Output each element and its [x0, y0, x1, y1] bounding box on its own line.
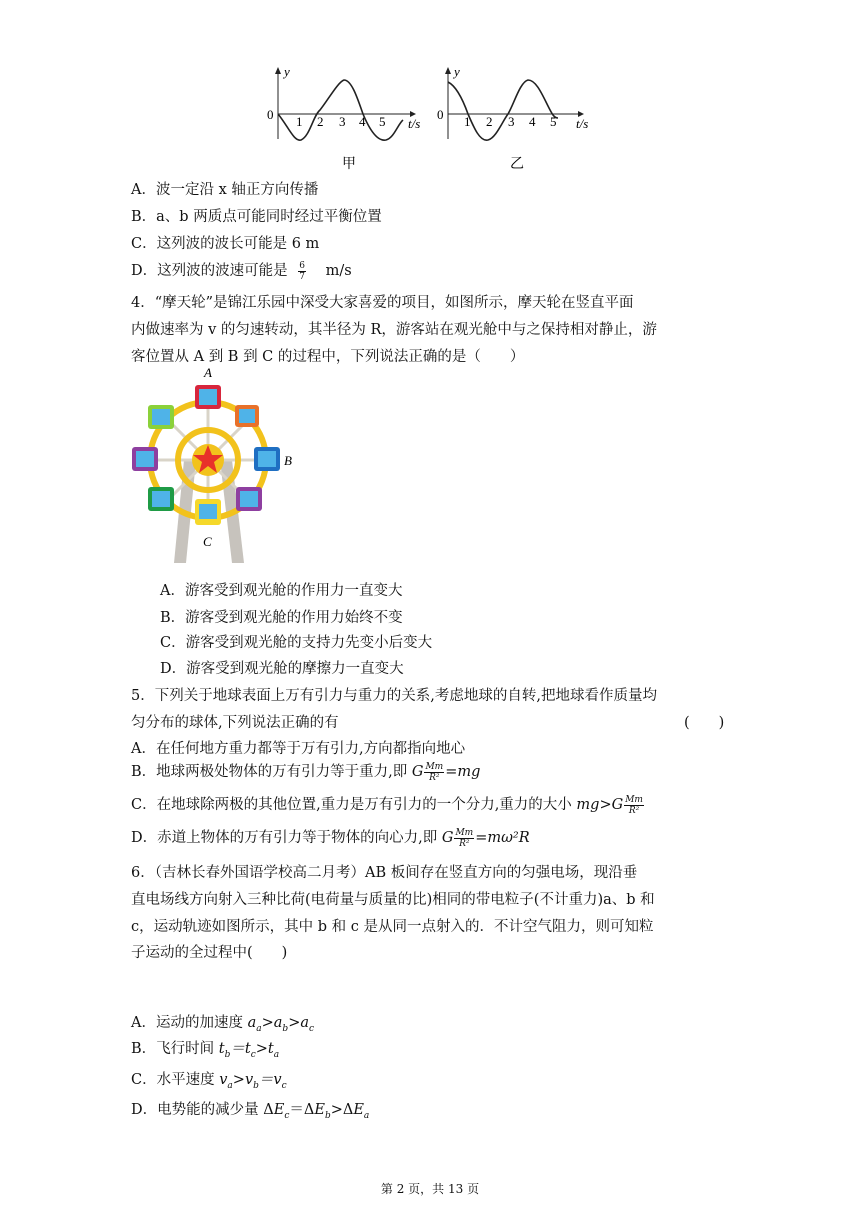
q3-option-b: B．a、b 两质点可能同时经过平衡位置 [131, 209, 382, 225]
q5-b-eq: =mg [445, 764, 481, 780]
q5-option-a: A．在任何地方重力都等于万有引力,方向都指向地心 [131, 741, 466, 757]
q3-option-a: A．波一定沿 x 轴正方向传播 [131, 182, 319, 198]
q6-line3: c，运动轨迹如图所示，其中 b 和 c 是从同一点射入的．不计空气阻力，则可知粒 [131, 919, 654, 935]
q5-c-num: Mm [625, 794, 643, 805]
q5-option-d [131, 826, 530, 849]
q6-option-c [131, 1068, 287, 1091]
q6-option-a-expr: $a_a>a_b>a_c$ [247, 1015, 315, 1034]
graph-yi-tick-2: 2 [486, 114, 493, 129]
q6-option-d-expr: $\Delta E_c=\Delta E_b>\Delta E_a$ [263, 1102, 370, 1121]
q6-line2: 直电场线方向射入三种比荷(电荷量与质量的比)相同的带电粒子(不计重力)a、b 和 [131, 892, 655, 908]
graph-jia-tick-1: 1 [296, 114, 303, 129]
q5-option-b-prefix: B．地球两极处物体的万有引力等于重力,即 [131, 764, 408, 780]
q5-answer-paren: ( ) [684, 715, 725, 731]
q4-option-d: D．游客受到观光舱的摩擦力一直变大 [160, 661, 404, 677]
graph-jia [267, 64, 420, 172]
graph-jia-caption: 甲 [342, 157, 356, 172]
graph-yi-tick-4: 4 [529, 114, 536, 129]
q5-d-fraction [454, 828, 474, 849]
graph-jia-tick-4: 4 [359, 114, 366, 129]
q4-option-a: A．游客受到观光舱的作用力一直变大 [160, 583, 403, 599]
q6-option-b-expr: $t_b=t_c>t_a$ [218, 1041, 280, 1060]
q3-option-c: C．这列波的波长可能是 6 m [131, 236, 320, 252]
q6-line4: 子运动的全过程中( ) [131, 945, 288, 961]
q5-line1: 5．下列关于地球表面上万有引力与重力的关系,考虑地球的自转,把地球看作质量均 [131, 688, 657, 704]
q5-option-b [131, 760, 480, 783]
q5-c-expr: mg>G [576, 797, 624, 813]
q5-b-g: G [411, 764, 424, 780]
label-c: C [203, 534, 212, 549]
cabin-top [195, 385, 221, 409]
q5-option-d-prefix: D．赤道上物体的万有引力等于物体的向心力,即 [131, 830, 438, 846]
cabin-lower-left [148, 487, 174, 511]
graph-yi-caption: 乙 [510, 157, 524, 172]
q4-option-c: C．游客受到观光舱的支持力先变小后变大 [160, 635, 433, 651]
cabin-upper-left [148, 405, 174, 429]
q3-option-d-unit: m/s [325, 263, 352, 279]
graph-yi-tick-5: 5 [550, 114, 557, 129]
page-footer: 第 2 页，共 13 页 [380, 1182, 480, 1196]
graph-yi-y-label: y [454, 64, 460, 79]
q6-option-a [131, 1011, 314, 1034]
graph-jia-t-label: t/s [408, 116, 421, 131]
graph-jia-y-label: y [284, 64, 290, 79]
cabin-left [132, 447, 158, 471]
cabin-lower-right [236, 487, 262, 511]
graph-jia-tick-5: 5 [379, 114, 386, 129]
ferris-wheel-figure [128, 365, 303, 570]
graph-yi-t-label: t/s [576, 116, 589, 131]
q6-option-b-prefix: B．飞行时间 [131, 1041, 215, 1057]
graph-jia-origin: 0 [267, 107, 274, 122]
q4-line2: 内做速率为 v 的匀速转动，其半径为 R，游客站在观光舱中与之保持相对静止，游 [131, 322, 657, 338]
graph-yi-tick-3: 3 [508, 114, 515, 129]
q6-option-c-expr: $v_a>v_b=v_c$ [219, 1072, 287, 1091]
q5-d-den: R² [459, 838, 470, 849]
q5-option-c-prefix: C．在地球除两极的其他位置,重力是万有引力的一个分力,重力的大小 [131, 797, 572, 813]
q5-d-eq: =mω²R [475, 830, 530, 846]
q5-c-den: R² [628, 805, 640, 816]
graph-jia-tick-2: 2 [317, 114, 324, 129]
graph-yi-origin: 0 [437, 107, 444, 122]
q3-option-d-fraction [298, 261, 306, 282]
q6-option-c-prefix: C．水平速度 [131, 1072, 215, 1088]
q5-c-fraction [624, 795, 644, 816]
q3-option-d [131, 259, 352, 282]
cabin-right [254, 447, 280, 471]
cabin-upper-right [235, 405, 259, 427]
q4-line3: 客位置从 A 到 B 到 C 的过程中，下列说法正确的是（ ） [131, 349, 525, 365]
graph-yi-tick-1: 1 [464, 114, 471, 129]
q3-option-d-prefix: D．这列波的波速可能是 [131, 263, 288, 279]
q3-option-d-den: 7 [299, 271, 305, 282]
q6-line1: 6．（吉林长春外国语学校高二月考）AB 板间存在竖直方向的匀强电场，现沿垂 [131, 865, 638, 881]
q4-line1: 4．“摩天轮”是锦江乐园中深受大家喜爱的项目，如图所示，摩天轮在竖直平面 [131, 295, 634, 311]
q5-b-num: Mm [425, 761, 444, 772]
q5-b-den: R² [429, 772, 440, 783]
q6-option-b [131, 1037, 279, 1060]
label-b: B [284, 453, 292, 468]
q5-line2: 匀分布的球体,下列说法正确的有 [131, 715, 339, 731]
wave-graphs [258, 64, 598, 174]
label-a: A [204, 365, 212, 380]
graph-jia-tick-3: 3 [339, 114, 346, 129]
q5-d-num: Mm [455, 827, 474, 838]
q6-option-d-prefix: D．电势能的减少量 [131, 1102, 259, 1118]
q6-option-d [131, 1098, 369, 1121]
q3-option-d-num: 6 [299, 260, 305, 271]
q4-option-b: B．游客受到观光舱的作用力始终不变 [160, 610, 403, 626]
cabin-bottom [195, 499, 221, 525]
q5-option-c [131, 793, 645, 816]
graph-yi [437, 64, 588, 172]
q5-d-g: G [441, 830, 454, 846]
q5-b-fraction [424, 762, 444, 783]
q6-option-a-prefix: A．运动的加速度 [131, 1015, 243, 1031]
